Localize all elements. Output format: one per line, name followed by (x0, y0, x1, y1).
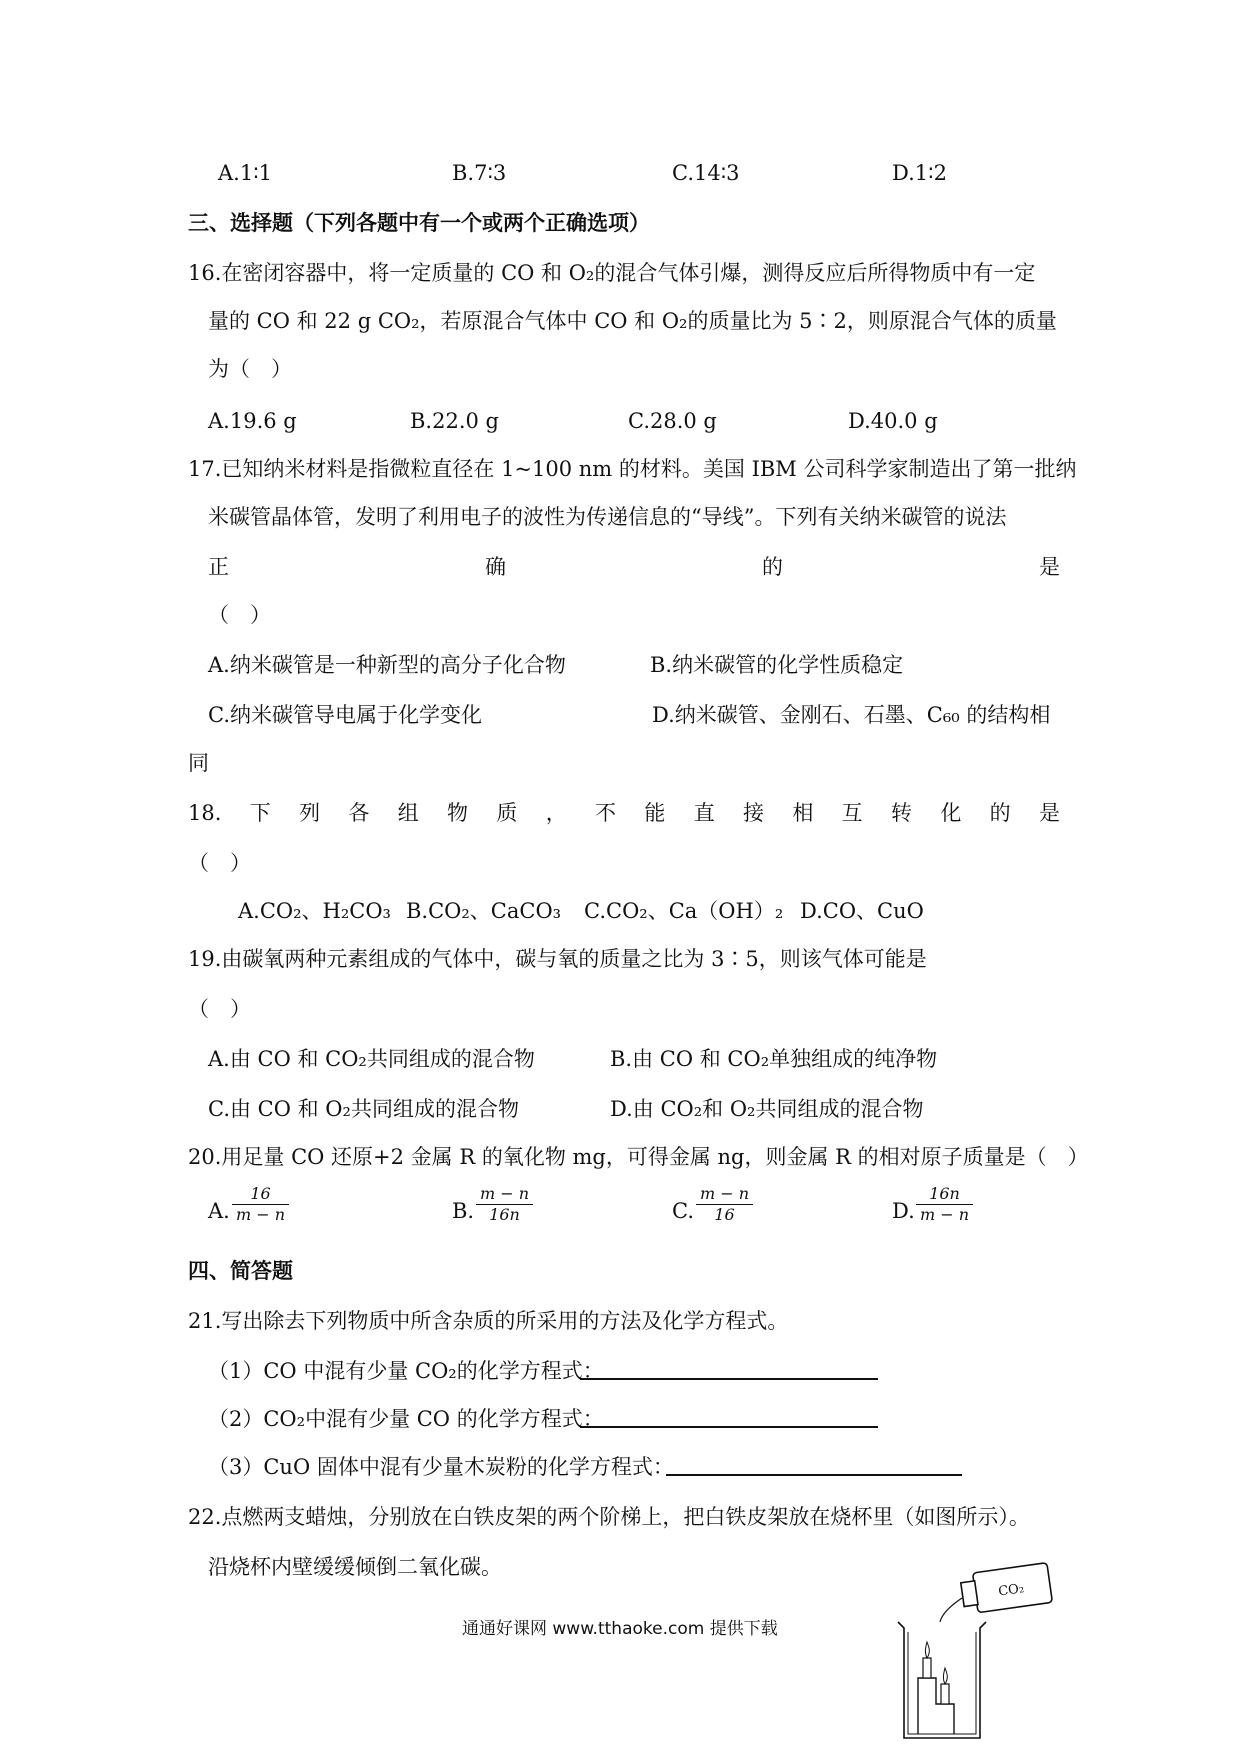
fraction-numerator: 16n (929, 1184, 960, 1203)
q17-line-1: 17.已知纳米材料是指微粒直径在 1~100 nm 的材料。美国 IBM 公司科学家制造出了第一批纳 (188, 457, 1077, 481)
q18-line-1-char: 能 (644, 801, 666, 825)
q17-option-c: C.纳米碳管导电属于化学变化 (208, 703, 482, 727)
q19-line-2: （ ） (188, 997, 251, 1021)
beaker-candle-figure (880, 1548, 1080, 1748)
q18-line-1-char: 列 (299, 801, 321, 825)
q18-line-1-char: 物 (447, 801, 469, 825)
q21-subquestion-3: （3）CuO 固体中混有少量木炭粉的化学方程式： (208, 1455, 674, 1479)
q17-line-3-char: 的 (762, 555, 783, 579)
q17-line-2: 米碳管晶体管，发明了利用电子的波性为传递信息的“导线”。下列有关纳米碳管的说法 (208, 505, 1007, 529)
q18-line-1-char: 组 (397, 801, 419, 825)
section-3-title: 三、选择题（下列各题中有一个或两个正确选项） (188, 211, 650, 235)
fraction-denominator: m − n (232, 1204, 289, 1225)
q18-line-1-char: 不 (595, 801, 617, 825)
q19-line-1: 19.由碳氧两种元素组成的气体中，碳与氧的质量之比为 3∶5，则该气体可能是 (188, 947, 927, 971)
q16-option-a: A.19.6 g (208, 409, 297, 433)
fraction-numerator: 16 (250, 1184, 271, 1203)
q21-subquestion-1: （1）CO 中混有少量 CO₂的化学方程式： (208, 1359, 604, 1383)
q18-line-1-char: 的 (989, 801, 1011, 825)
q18-line-2: （ ） (188, 851, 251, 875)
q21-answer-blank-3[interactable] (666, 1474, 962, 1476)
q18-line-1-char: 18. (188, 801, 222, 825)
q20-option-c-label: C. (672, 1199, 694, 1223)
q16-option-b: B.22.0 g (410, 409, 499, 433)
q16-option-d: D.40.0 g (848, 409, 938, 433)
q16-option-c: C.28.0 g (628, 409, 717, 433)
q17-line-3-char: 正 (208, 555, 229, 579)
q20-option-b-label: B. (452, 1199, 475, 1223)
q18-option-a: A.CO₂、H₂CO₃ (238, 899, 391, 923)
fraction-denominator: 16n (476, 1204, 533, 1225)
q21-answer-blank-1[interactable] (580, 1378, 878, 1380)
q20-option-a-label: A. (208, 1199, 230, 1223)
q22-line-2: 沿烧杯内壁缓缓倾倒二氧化碳。 (208, 1555, 502, 1579)
q20-line-1: 20.用足量 CO 还原+2 金属 R 的氧化物 mg，可得金属 ng，则金属 R 的相对原子质量是（ ） (188, 1145, 1089, 1169)
fraction-numerator: m − n (480, 1184, 530, 1203)
q18-line-1-char: 质 (496, 801, 518, 825)
q18-line-1-char: 转 (891, 801, 912, 825)
q18-line-1-char: 下 (249, 801, 271, 825)
q16-line-3: 为（ ） (208, 357, 292, 381)
fraction-denominator: m − n (916, 1204, 973, 1225)
q22-line-1: 22.点燃两支蜡烛，分别放在白铁皮架的两个阶梯上，把白铁皮架放在烧杯里（如图所示）。 (188, 1505, 1030, 1529)
q19-option-d: D.由 CO₂和 O₂共同组成的混合物 (610, 1097, 924, 1121)
page-footer: 通通好课网 www.tthaoke.com 提供下载 (462, 1619, 778, 1639)
q18-line-1-char: 接 (743, 801, 765, 825)
q19-option-b: B.由 CO 和 CO₂单独组成的纯净物 (610, 1047, 938, 1071)
q18-line-1-char: 互 (841, 801, 863, 825)
q18-option-d: D.CO、CuO (800, 899, 924, 923)
q18-line-1-char: 各 (348, 801, 370, 825)
q17-line-3-char: 确 (485, 555, 506, 579)
q18-option-c: C.CO₂、Ca（OH）₂ (584, 899, 784, 923)
q21-subquestion-2: （2）CO₂中混有少量 CO 的化学方程式： (208, 1407, 604, 1431)
fraction-numerator: m − n (700, 1184, 750, 1203)
q20-option-d-fraction (916, 1184, 973, 1225)
fraction-denominator: 16 (696, 1204, 753, 1225)
q20-option-b-fraction (476, 1184, 533, 1225)
q17-option-b: B.纳米碳管的化学性质稳定 (650, 653, 904, 677)
q19-option-c: C.由 CO 和 O₂共同组成的混合物 (208, 1097, 519, 1121)
q15-option-d: D.1∶2 (892, 161, 947, 185)
q19-option-a: A.由 CO 和 CO₂共同组成的混合物 (208, 1047, 535, 1071)
q20-option-d-label: D. (892, 1199, 915, 1223)
q16-line-1: 16.在密闭容器中，将一定质量的 CO 和 O₂的混合气体引爆，测得反应后所得物质中有一定 (188, 261, 1036, 285)
q15-option-a: A.1∶1 (218, 161, 273, 185)
q18-line-1-char: 化 (940, 801, 962, 825)
q17-option-d: D.纳米碳管、金刚石、石墨、C₆₀ 的结构相 (652, 703, 1051, 727)
q17-option-a: A.纳米碳管是一种新型的高分子化合物 (208, 653, 566, 677)
q18-option-b: B.CO₂、CaCO₃ (406, 899, 562, 923)
q17-line-3-char: 是 (1039, 555, 1060, 579)
q15-option-b: B.7∶3 (452, 161, 507, 185)
q16-line-2: 量的 CO 和 22 g CO₂，若原混合气体中 CO 和 O₂的质量比为 5∶2，则原混合气体的质量 (208, 309, 1057, 333)
q18-line-1-char: ， (545, 801, 567, 825)
q21-answer-blank-2[interactable] (580, 1426, 878, 1428)
q18-line-1-char: 直 (693, 801, 715, 825)
q15-option-c: C.14∶3 (672, 161, 740, 185)
q21-line-1: 21.写出除去下列物质中所含杂质的所采用的方法及化学方程式。 (188, 1309, 789, 1333)
co2-bottle-label: CO₂ (997, 1581, 1026, 1600)
q17-line-4: （ ） (208, 603, 271, 627)
q18-line-1-char: 相 (792, 801, 814, 825)
q20-option-c-fraction (696, 1184, 753, 1225)
q18-line-1 (188, 798, 1060, 828)
q17-option-d-continued: 同 (188, 751, 209, 775)
q17-line-3 (208, 552, 1060, 582)
q18-line-1-char: 是 (1038, 801, 1060, 825)
q20-option-a-fraction (232, 1184, 289, 1225)
section-4-title: 四、简答题 (188, 1259, 293, 1283)
